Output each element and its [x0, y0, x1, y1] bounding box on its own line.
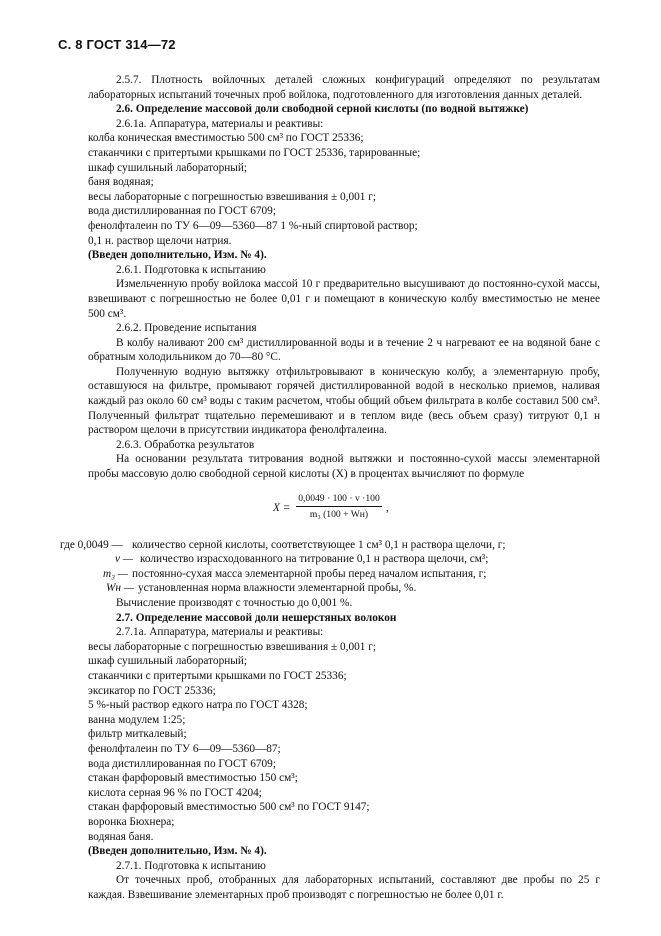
list-item: стаканчики с притертыми крышками по ГОСТ 25336;	[88, 669, 347, 682]
formula-legend-row	[88, 567, 600, 582]
paragraph-text: В колбу наливают 200 см³ дистиллированной воды и в течение 2 ч нагревают ее на водяной бане с обратным холодильником до 70—80 °С.	[88, 336, 600, 364]
list-item: весы лабораторные с погрешностью взвешивания ± 0,001 г;	[88, 190, 377, 203]
paragraph-2-6-3: 2.6.3. Обработка результатов	[116, 438, 255, 451]
formula-legend-row	[88, 581, 600, 596]
legend-text: постоянно-сухая масса элементарной пробы перед началом испытания, г;	[132, 567, 487, 580]
list-item: вода дистиллированная по ГОСТ 6709;	[88, 205, 276, 218]
list-item: фильтр миткалевый;	[88, 728, 187, 741]
formula-numerator: 0,0049 · 100 · v ·100	[296, 493, 382, 507]
legend-symbol: Wн —	[106, 582, 134, 595]
paragraph-2-6-1a: 2.6.1а. Аппаратура, материалы и реактивы:	[116, 117, 324, 130]
list-item: стакан фарфоровый вместимостью 500 см³ по ГОСТ 9147;	[88, 801, 370, 814]
amendment-note: (Введен дополнительно, Изм. № 4).	[88, 845, 267, 858]
legend-text: установленная норма влажности элементарной пробы, %.	[138, 582, 417, 595]
list-item: 5 %-ный раствор едкого натра по ГОСТ 4328;	[88, 699, 308, 712]
list-item: стакан фарфоровый вместимостью 150 см³;	[88, 772, 298, 785]
list-item: весы лабораторные с погрешностью взвешивания ± 0,001 г;	[88, 640, 377, 653]
paragraph-2-6-2: 2.6.2. Проведение испытания	[116, 322, 257, 335]
paragraph-2-7-1a: 2.7.1а. Аппаратура, материалы и реактивы:	[116, 626, 324, 639]
list-item: фенолфталеин по ТУ 6—09—5360—87 1 %-ный спиртовой раствор;	[88, 219, 418, 232]
paragraph-text: От точечных проб, отобранных для лабораторных испытаний, составляют две пробы по 25 г каждая. Взвешивание элементарных проб производят с погрешностью не более 0,01 г.	[88, 874, 600, 901]
legend-text: количество израсходованного на титрование 0,1 н раствора щелочи, см³;	[140, 553, 489, 566]
formula-denominator: m₃ (100 + Wн)	[309, 508, 369, 520]
paragraph-2-5-7: 2.5.7. Плотность войлочных деталей сложных конфигураций определяют по результатам лабораторных испытаний точечных проб войлока, подготовленного для изготовления данных деталей.	[88, 74, 600, 101]
legend-prefix: где 0,0049 —	[60, 538, 123, 551]
list-item: стаканчики с притертыми крышками по ГОСТ 25336, тарированные;	[88, 146, 421, 159]
formula-fraction	[296, 493, 382, 521]
formula-comma: ,	[386, 501, 389, 514]
formula-legend-row	[60, 538, 600, 553]
formula-lhs: X =	[273, 501, 291, 514]
list-item: эксикатор по ГОСТ 25336;	[88, 684, 216, 697]
formula	[88, 488, 600, 534]
section-heading-2-7: 2.7. Определение массовой доли нешерстяных волокон	[116, 611, 397, 624]
list-item: шкаф сушильный лабораторный;	[88, 655, 248, 668]
list-item: колба коническая вместимостью 500 см³ по ГОСТ 25336;	[88, 132, 364, 145]
list-item: фенолфталеин по ТУ 6—09—5360—87;	[88, 742, 281, 755]
paragraph-text: На основании результата титрования водной вытяжки и постоянно-сухой массы элементарной пробы массовую долю свободной серной кислоты (X) в процентах вычисляют по формуле	[88, 453, 600, 481]
paragraph-text: Измельченную пробу войлока массой 10 г предварительно высушивают до постоянно-сухой массы, взвешивают с погрешностью не более 0,01 г и помещают в коническую колбу вместимостью не менее 500 см³.	[88, 278, 600, 320]
paragraph-2-6-1: 2.6.1. Подготовка к испытанию	[116, 263, 266, 276]
document-body	[60, 73, 600, 902]
list-item: баня водяная;	[88, 176, 154, 189]
legend-symbol: m₃ —	[103, 567, 128, 580]
formula-legend-row	[88, 552, 600, 567]
amendment-note: (Введен дополнительно, Изм. № 4).	[88, 249, 267, 262]
legend-text: количество серной кислоты, соответствующее 1 см³ 0,1 н раствора щелочи, г;	[132, 538, 506, 551]
list-item: 0,1 н. раствор щелочи натрия.	[88, 234, 232, 247]
list-item: вода дистиллированная по ГОСТ 6709;	[88, 757, 276, 770]
legend-symbol: v —	[115, 553, 133, 566]
list-item: водяная баня.	[88, 830, 154, 843]
list-item: шкаф сушильный лабораторный;	[88, 161, 248, 174]
section-heading-2-6: 2.6. Определение массовой доли свободной серной кислоты (по водной вытяжке)	[116, 103, 529, 116]
paragraph-text: Вычисление производят с точностью до 0,001 %.	[116, 597, 353, 609]
list-item: кислота серная 96 % по ГОСТ 4204;	[88, 786, 262, 799]
list-item: воронка Бюхнера;	[88, 815, 175, 828]
paragraph-2-7-1: 2.7.1. Подготовка к испытанию	[116, 859, 266, 872]
page-header: С. 8 ГОСТ 314—72	[58, 37, 176, 52]
paragraph-text: Полученную водную вытяжку отфильтровывают в коническую колбу, а элементарную пробу, оставшуюся на фильтре, промывают горячей дистиллированной водой в несколько приемов, наливая каждый раз около 60 см³ воды с таким расчетом, чтобы общий объем фильтрата в колбе составил 500 см³. Полученный фильтрат тщательно перемешивают и в теплом виде (весь объем сразу) титруют 0,1 н раствором щелочи в присутствии индикатора фенолфталеина.	[88, 365, 600, 437]
list-item: ванна модулем 1:25;	[88, 713, 186, 726]
